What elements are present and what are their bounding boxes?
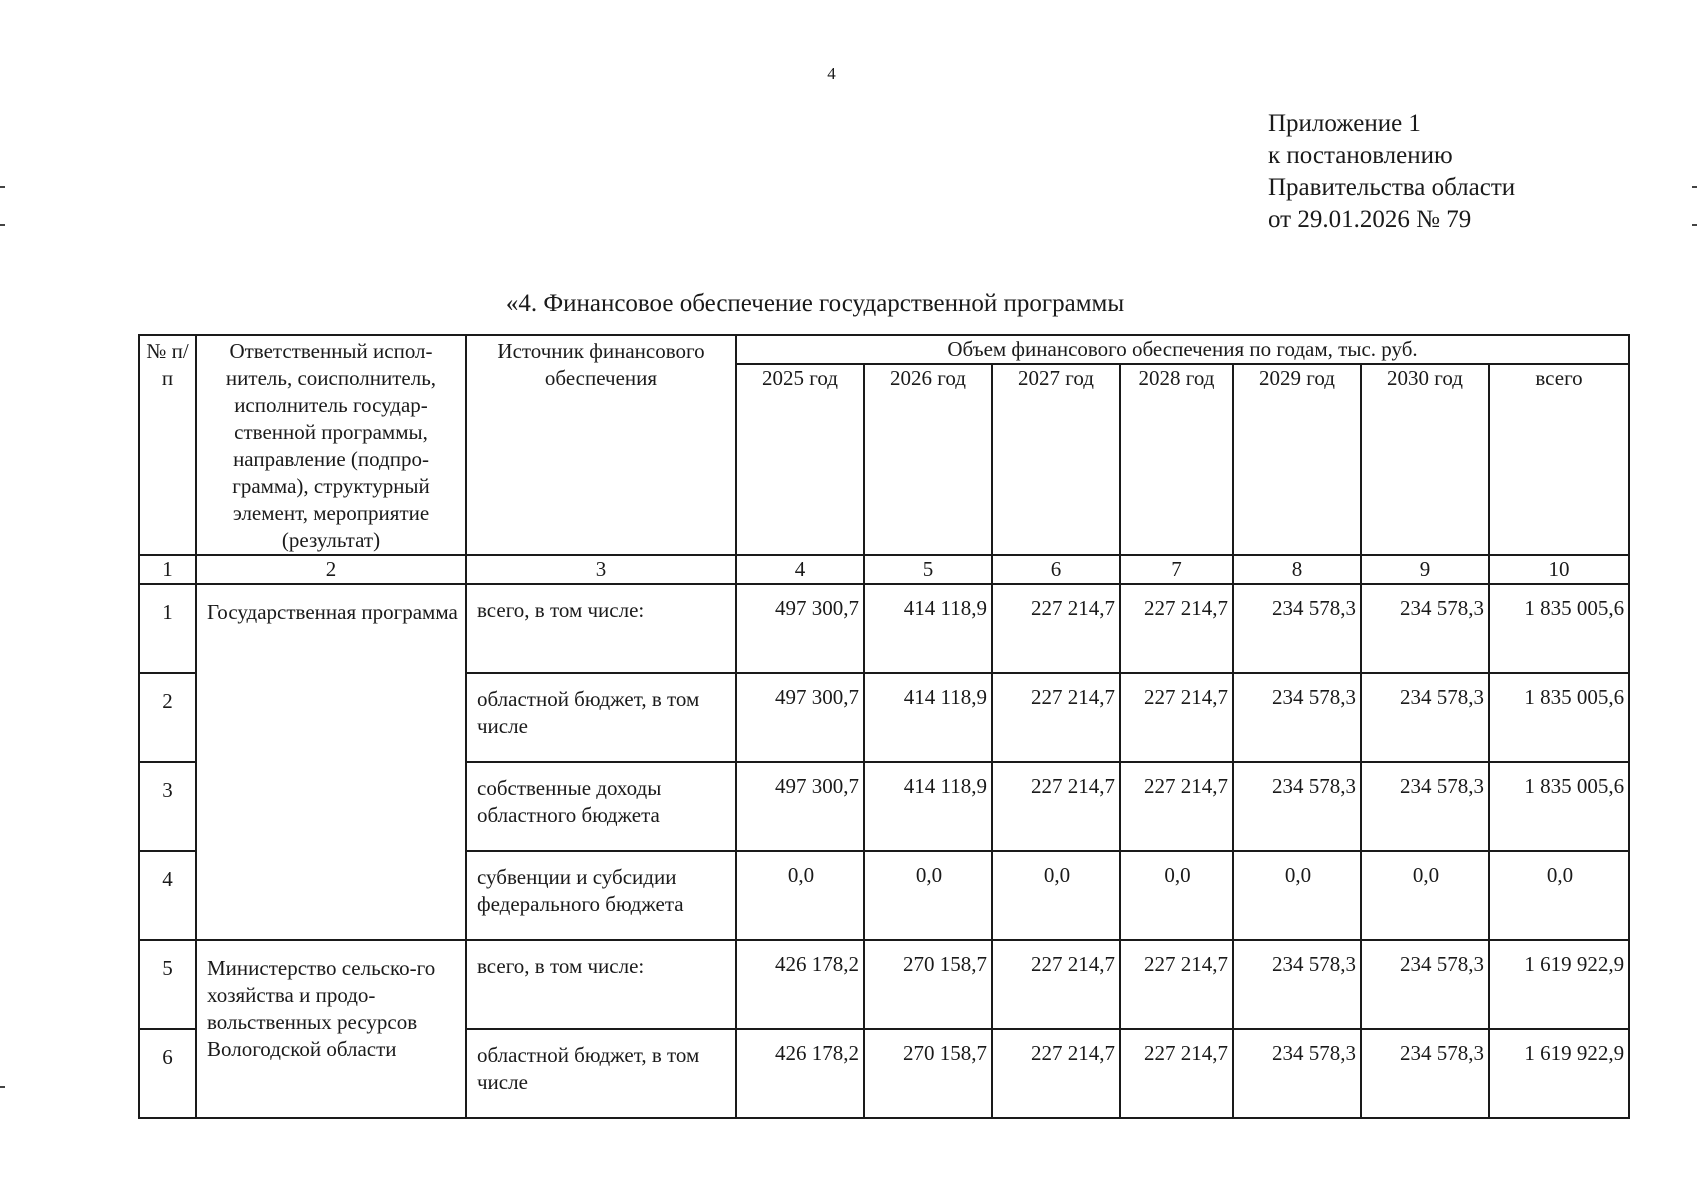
- header-year: 2025 год: [736, 364, 864, 555]
- value-cell: 234 578,3: [1361, 584, 1489, 673]
- row-number: 1: [139, 584, 196, 673]
- value-cell: 0,0: [992, 851, 1120, 940]
- header-volume: Объем финансового обеспечения по годам, тыс. руб.: [736, 335, 1629, 364]
- value-cell: 227 214,7: [992, 584, 1120, 673]
- financing-table: [138, 334, 1630, 1119]
- source-cell: собственные доходы областного бюджета: [466, 762, 736, 851]
- value-cell: 426 178,2: [736, 1029, 864, 1118]
- column-number: 9: [1361, 555, 1489, 584]
- value-cell: 227 214,7: [1120, 940, 1233, 1029]
- appendix-line: Приложение 1: [1268, 110, 1421, 137]
- value-cell: 414 118,9: [864, 762, 992, 851]
- value-cell: 227 214,7: [992, 940, 1120, 1029]
- header-total: всего: [1489, 364, 1629, 555]
- header-year: 2027 год: [992, 364, 1120, 555]
- value-cell: 270 158,7: [864, 940, 992, 1029]
- executor-cell: Государственная программа: [196, 584, 466, 940]
- header-num: № п/п: [139, 335, 196, 555]
- value-cell: 227 214,7: [1120, 584, 1233, 673]
- value-cell: 234 578,3: [1233, 940, 1361, 1029]
- value-cell: 227 214,7: [1120, 673, 1233, 762]
- total-cell: 1 835 005,6: [1489, 673, 1629, 762]
- value-cell: 0,0: [864, 851, 992, 940]
- header-year: 2026 год: [864, 364, 992, 555]
- header-source: Источник финансового обеспечения: [466, 335, 736, 555]
- source-cell: областной бюджет, в том числе: [466, 1029, 736, 1118]
- column-number-row: [139, 555, 1629, 584]
- table-row: [139, 940, 1629, 1029]
- value-cell: 227 214,7: [1120, 762, 1233, 851]
- column-number: 1: [139, 555, 196, 584]
- total-cell: 0,0: [1489, 851, 1629, 940]
- value-cell: 234 578,3: [1361, 762, 1489, 851]
- header-executor: Ответственный испол-нитель, соисполнитель, исполнитель государ-ственной программы, направление (подпро-грамма), структурный элемент, мероприятие (результат): [196, 335, 466, 555]
- header-year: 2030 год: [1361, 364, 1489, 555]
- scan-mark: [1692, 224, 1697, 226]
- value-cell: 234 578,3: [1233, 584, 1361, 673]
- value-cell: 414 118,9: [864, 584, 992, 673]
- value-cell: 497 300,7: [736, 762, 864, 851]
- column-number: 7: [1120, 555, 1233, 584]
- value-cell: 234 578,3: [1233, 762, 1361, 851]
- column-number: 4: [736, 555, 864, 584]
- appendix-reference: [1268, 108, 1515, 236]
- value-cell: 0,0: [1120, 851, 1233, 940]
- value-cell: 414 118,9: [864, 673, 992, 762]
- row-number: 2: [139, 673, 196, 762]
- column-number: 2: [196, 555, 466, 584]
- scan-mark: [0, 1086, 5, 1088]
- value-cell: 0,0: [1233, 851, 1361, 940]
- value-cell: 234 578,3: [1233, 673, 1361, 762]
- value-cell: 234 578,3: [1361, 940, 1489, 1029]
- total-cell: 1 619 922,9: [1489, 1029, 1629, 1118]
- source-cell: всего, в том числе:: [466, 940, 736, 1029]
- row-number: 3: [139, 762, 196, 851]
- value-cell: 497 300,7: [736, 673, 864, 762]
- value-cell: 0,0: [736, 851, 864, 940]
- value-cell: 0,0: [1361, 851, 1489, 940]
- total-cell: 1 619 922,9: [1489, 940, 1629, 1029]
- source-cell: всего, в том числе:: [466, 584, 736, 673]
- row-number: 4: [139, 851, 196, 940]
- source-cell: субвенции и субсидии федерального бюджета: [466, 851, 736, 940]
- value-cell: 234 578,3: [1361, 1029, 1489, 1118]
- header-year: 2028 год: [1120, 364, 1233, 555]
- appendix-line: Правительства области: [1268, 174, 1516, 201]
- value-cell: 270 158,7: [864, 1029, 992, 1118]
- total-cell: 1 835 005,6: [1489, 584, 1629, 673]
- source-cell: областной бюджет, в том числе: [466, 673, 736, 762]
- column-number: 8: [1233, 555, 1361, 584]
- total-cell: 1 835 005,6: [1489, 762, 1629, 851]
- section-title: «4. Финансовое обеспечение государственной программы: [505, 290, 1125, 317]
- column-number: 6: [992, 555, 1120, 584]
- column-number: 3: [466, 555, 736, 584]
- value-cell: 497 300,7: [736, 584, 864, 673]
- page-number: 4: [827, 64, 836, 83]
- column-number: 5: [864, 555, 992, 584]
- appendix-line: от 29.01.2026 № 79: [1268, 206, 1472, 233]
- value-cell: 234 578,3: [1233, 1029, 1361, 1118]
- header-year: 2029 год: [1233, 364, 1361, 555]
- scan-mark: [0, 224, 5, 226]
- row-number: 5: [139, 940, 196, 1029]
- scan-mark: [0, 186, 5, 188]
- executor-cell: Министерство сельско-го хозяйства и продо-вольственных ресурсов Вологодской области: [196, 940, 466, 1118]
- value-cell: 227 214,7: [992, 1029, 1120, 1118]
- table-row: [139, 584, 1629, 673]
- appendix-line: к постановлению: [1268, 142, 1453, 169]
- row-number: 6: [139, 1029, 196, 1118]
- value-cell: 426 178,2: [736, 940, 864, 1029]
- value-cell: 227 214,7: [992, 762, 1120, 851]
- value-cell: 227 214,7: [992, 673, 1120, 762]
- value-cell: 227 214,7: [1120, 1029, 1233, 1118]
- scan-mark: [1692, 186, 1697, 188]
- value-cell: 234 578,3: [1361, 673, 1489, 762]
- column-number: 10: [1489, 555, 1629, 584]
